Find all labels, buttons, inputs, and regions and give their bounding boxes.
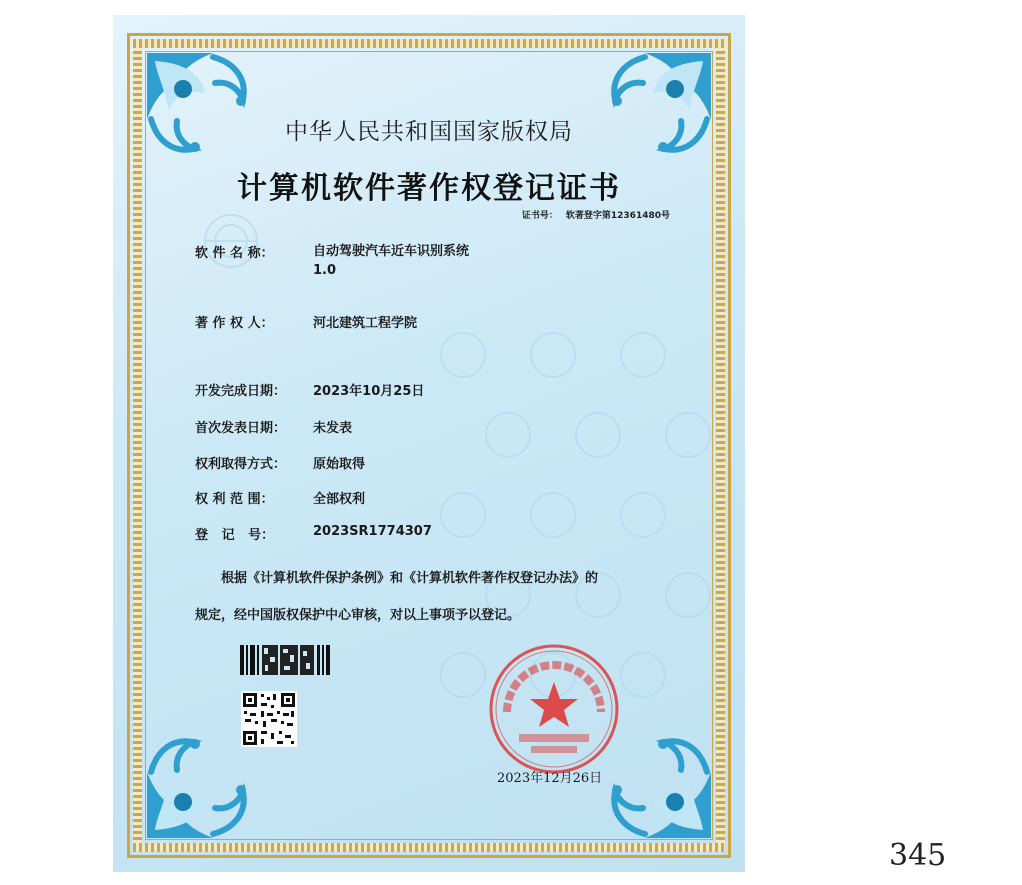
acquisition-value: 原始取得 bbox=[313, 457, 366, 472]
software-name-label: 软 件 名 称： bbox=[195, 246, 274, 261]
acquisition-label: 权利取得方式： bbox=[195, 457, 287, 472]
reg-no-value: 2023SR1774307 bbox=[313, 524, 432, 539]
field-reg-no bbox=[195, 524, 432, 543]
field-scope bbox=[195, 488, 365, 507]
certificate-number bbox=[514, 208, 670, 221]
certificate-number-value: 软著登字第12361480号 bbox=[565, 211, 670, 221]
field-dev-date bbox=[195, 380, 424, 399]
certificate-title: 计算机软件著作权登记证书 bbox=[237, 171, 621, 206]
software-version-value: 1.0 bbox=[313, 263, 337, 278]
reg-no-label: 登 记 号： bbox=[195, 528, 275, 543]
issuer-title: 中华人民共和国国家版权局 bbox=[285, 119, 573, 145]
owner-label: 著 作 权 人： bbox=[195, 316, 274, 331]
field-owner bbox=[195, 312, 417, 331]
official-seal-icon bbox=[487, 642, 621, 776]
ornament-corner-icon bbox=[597, 49, 715, 167]
pub-date-label: 首次发表日期： bbox=[195, 421, 287, 436]
field-acquisition bbox=[195, 453, 365, 472]
ornament-corner-icon bbox=[143, 49, 261, 167]
dev-date-value: 2023年10月25日 bbox=[313, 384, 425, 399]
owner-value: 河北建筑工程学院 bbox=[313, 316, 418, 331]
scope-label: 权 利 范 围： bbox=[195, 492, 274, 507]
pub-date-value: 未发表 bbox=[313, 421, 353, 436]
statement-line-1: 根据《计算机软件保护条例》和《计算机软件著作权登记办法》的 bbox=[221, 571, 599, 586]
statement-line-2: 规定，经中国版权保护中心审核，对以上事项予以登记。 bbox=[195, 608, 521, 623]
qr-code-icon bbox=[241, 691, 297, 747]
scope-value: 全部权利 bbox=[313, 492, 366, 507]
page-number: 345 bbox=[889, 838, 947, 873]
dev-date-label: 开发完成日期： bbox=[195, 384, 287, 399]
barcode-icon bbox=[240, 645, 332, 675]
certificate bbox=[113, 15, 745, 872]
field-pub-date bbox=[195, 417, 352, 436]
software-name-value: 自动驾驶汽车近车识别系统 bbox=[313, 244, 470, 259]
field-software-name bbox=[195, 242, 469, 280]
issue-date: 2023年12月26日 bbox=[497, 771, 603, 786]
certificate-number-label: 证书号： bbox=[521, 211, 558, 221]
